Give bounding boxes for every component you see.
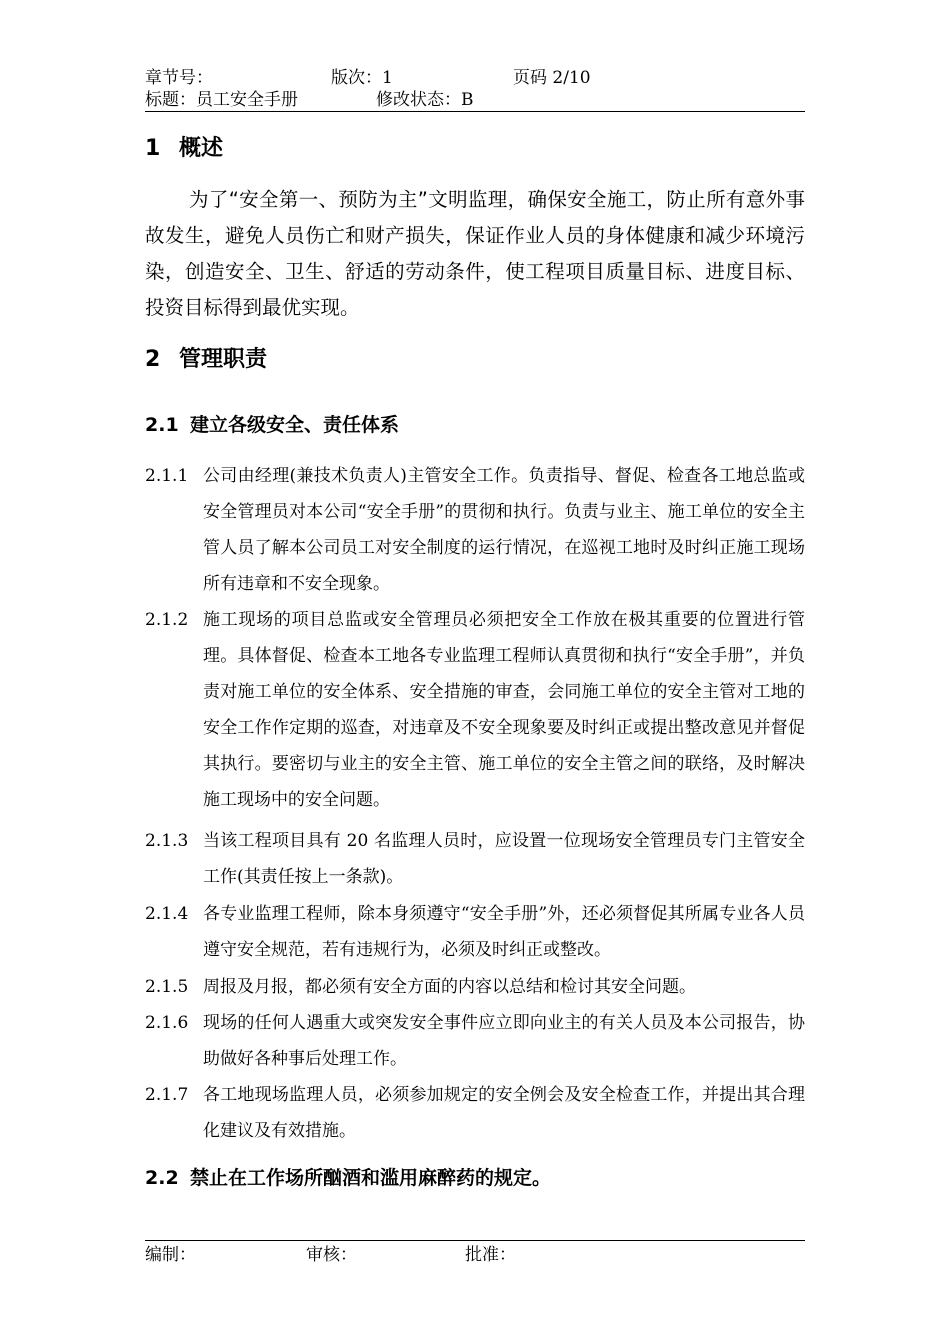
list-item-text: 当该工程项目具有 20 名监理人员时，应设置一位现场安全管理员专门主管安全工作(其责任按上一条款)。 bbox=[203, 831, 805, 887]
list-item-number: 2.1.5 bbox=[145, 977, 189, 997]
list-item-text: 现场的任何人遇重大或突发安全事件应立即向业主的有关人员及本公司报告，协助做好各种事后处理工作。 bbox=[203, 1013, 805, 1069]
list-item-number: 2.1.2 bbox=[145, 610, 189, 630]
list-item-text: 施工现场的项目总监或安全管理员必须把安全工作放在极其重要的位置进行管理。具体督促、检查本工地各专业监理工程师认真贯彻和执行“安全手册”，并负责对施工单位的安全体系、安全措施的审查，会同施工单位的安全主管对工地的安全工作作定期的巡查，对违章及不安全现象要及时纠正或提出整改意见并督促其执行。要密切与业主的安全主管、施工单位的安全主管之间的联络，及时解决施工现场中的安全问题。 bbox=[203, 610, 805, 810]
section-2-1-number: 2.1 bbox=[145, 414, 179, 436]
list-item bbox=[145, 896, 805, 968]
section-1-body: 为了“安全第一、预防为主”文明监理，确保安全施工，防止所有意外事故发生，避免人员伤亡和财产损失，保证作业人员的身体健康和减少环境污染，创造安全、卫生、舒适的劳动条件，使工程项目质量目标、进度目标、投资目标得到最优实现。 bbox=[145, 188, 805, 319]
list-item-text: 周报及月报，都必须有安全方面的内容以总结和检讨其安全问题。 bbox=[203, 977, 696, 997]
section-2-title: 管理职责 bbox=[179, 347, 268, 372]
approved-by-label: 批准： bbox=[465, 1245, 516, 1265]
reviewed-by-label: 审核： bbox=[306, 1245, 357, 1265]
chapter-number-label: 章节号： bbox=[145, 68, 213, 88]
list-item-text: 各工地现场监理人员，必须参加规定的安全例会及安全检查工作，并提出其合理化建议及有效措施。 bbox=[203, 1085, 805, 1141]
section-1-title: 概述 bbox=[179, 136, 224, 161]
section-2-number: 2 bbox=[145, 347, 161, 372]
section-2-2-title: 禁止在工作场所酗酒和滥用麻醉药的规定。 bbox=[190, 1167, 552, 1189]
section-2-heading bbox=[145, 345, 267, 375]
list-item bbox=[145, 823, 805, 895]
list-item-number: 2.1.7 bbox=[145, 1085, 189, 1105]
footer-rule bbox=[145, 1240, 805, 1241]
list-item bbox=[145, 602, 805, 818]
list-item-number: 2.1.1 bbox=[145, 466, 189, 486]
list-item-number: 2.1.6 bbox=[145, 1013, 189, 1033]
section-2-1-title: 建立各级安全、责任体系 bbox=[190, 414, 400, 436]
list-item-number: 2.1.3 bbox=[145, 831, 189, 851]
prepared-by-label: 编制： bbox=[145, 1245, 196, 1265]
list-item bbox=[145, 969, 805, 1005]
document-title-label: 标题：员工安全手册 bbox=[145, 90, 298, 110]
page-number-label: 页码 2/10 bbox=[513, 68, 591, 88]
version-label: 版次：1 bbox=[331, 68, 393, 88]
section-2-2-number: 2.2 bbox=[145, 1167, 179, 1189]
list-item-text: 公司由经理(兼技术负责人)主管安全工作。负责指导、督促、检查各工地总监或安全管理员对本公司“安全手册”的贯彻和执行。负责与业主、施工单位的安全主管人员了解本公司员工对安全制度的运行情况，在巡视工地时及时纠正施工现场所有违章和不安全现象。 bbox=[203, 466, 805, 594]
list-item bbox=[145, 1005, 805, 1077]
list-item-number: 2.1.4 bbox=[145, 904, 189, 924]
header-rule bbox=[145, 111, 805, 112]
section-1-heading bbox=[145, 134, 223, 164]
list-item bbox=[145, 1077, 805, 1149]
section-2-2-heading bbox=[145, 1164, 551, 1192]
list-item-text: 各专业监理工程师，除本身须遵守“安全手册”外，还必须督促其所属专业各人员遵守安全规范，若有违规行为，必须及时纠正或整改。 bbox=[203, 904, 805, 960]
section-2-1-heading bbox=[145, 411, 399, 439]
section-1-number: 1 bbox=[145, 136, 161, 161]
revision-status-label: 修改状态：B bbox=[376, 90, 474, 110]
list-item bbox=[145, 458, 805, 602]
